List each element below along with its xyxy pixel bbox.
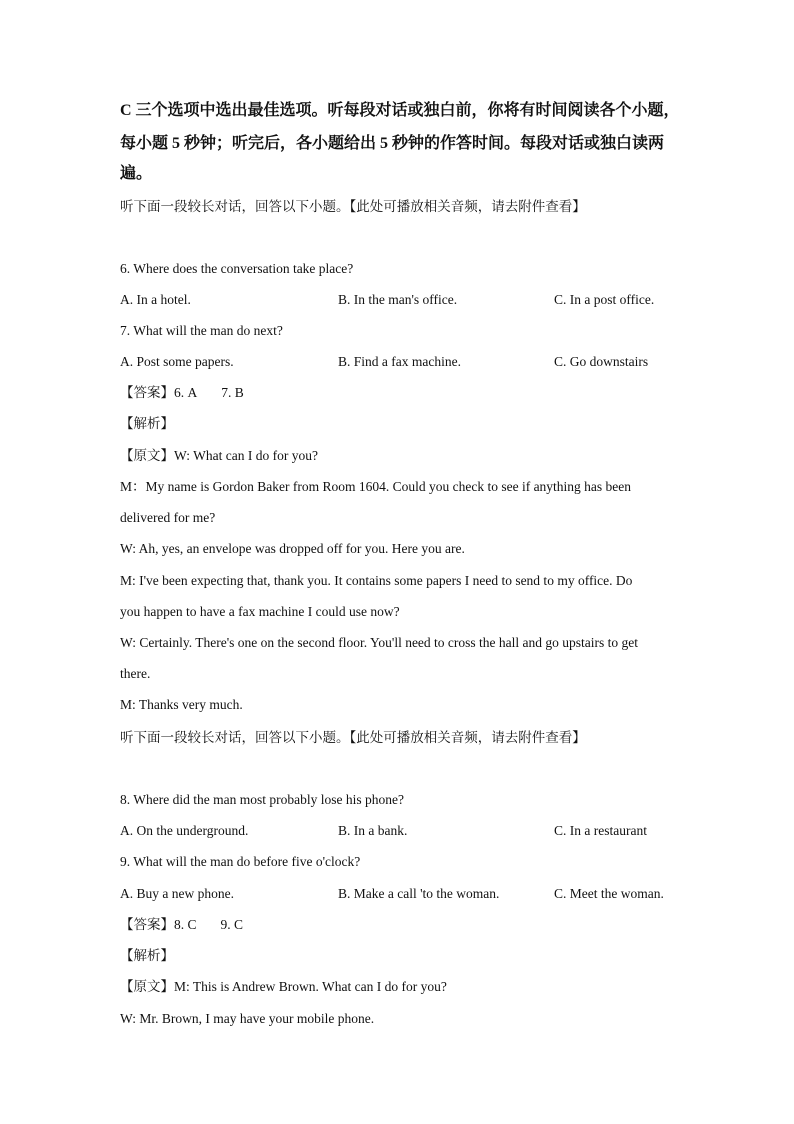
q8-option-b: B. In a bank.	[338, 823, 408, 838]
q6-option-b: B. In the man's office.	[338, 292, 458, 307]
q7-option-b: B. Find a fax machine.	[338, 354, 461, 369]
q8-option-a: A. On the underground.	[120, 823, 249, 838]
q8-option-c: C. In a restaurant	[554, 823, 647, 838]
transcript-1-line-5: M: I've been expecting that, thank you. It contains some papers I need to send to my office. Do	[120, 573, 633, 588]
analysis-label-2: 【解析】	[120, 948, 174, 963]
answer-second-1: 7. B	[221, 385, 244, 400]
question-7: 7. What will the man do next?	[120, 323, 283, 338]
audio-notice-1: 听下面一段较长对话，回答以下小题。【此处可播放相关音频，请去附件查看】	[120, 199, 586, 214]
q9-option-a: A. Buy a new phone.	[120, 886, 234, 901]
intro-line-3: 遍。	[120, 165, 153, 182]
transcript-1-line-8: there.	[120, 666, 151, 681]
transcript-1-line-1: 【原文】W: What can I do for you?	[120, 448, 318, 463]
transcript-1-line-4: W: Ah, yes, an envelope was dropped off for you. Here you are.	[120, 541, 465, 556]
answer-label-1: 【答案】6. A	[120, 385, 198, 400]
transcript-2-line-2: W: Mr. Brown, I may have your mobile phone.	[120, 1011, 375, 1026]
transcript-1-line-2: M：My name is Gordon Baker from Room 1604. Could you check to see if anything has been	[120, 479, 632, 494]
answer-line-2	[120, 916, 243, 934]
analysis-label-1: 【解析】	[120, 416, 174, 431]
q7-option-c: C. Go downstairs	[554, 354, 649, 369]
q9-option-c: C. Meet the woman.	[554, 886, 664, 901]
q6-option-c: C. In a post office.	[554, 292, 655, 307]
answer-line-1	[120, 384, 244, 402]
question-6: 6. Where does the conversation take place?	[120, 261, 354, 276]
audio-notice-2: 听下面一段较长对话，回答以下小题。【此处可播放相关音频，请去附件查看】	[120, 730, 586, 745]
intro-line-2: 每小题 5 秒钟；听完后，各小题给出 5 秒钟的作答时间。每段对话或独白读两	[120, 135, 665, 152]
transcript-1-line-9: M: Thanks very much.	[120, 697, 243, 712]
transcript-1-line-6: you happen to have a fax machine I could use now?	[120, 604, 400, 619]
q6-option-a: A. In a hotel.	[120, 292, 191, 307]
answer-label-2: 【答案】8. C	[120, 917, 197, 932]
intro-line-1: C 三个选项中选出最佳选项。听每段对话或独白前，你将有时间阅读各个小题，	[120, 102, 680, 119]
question-8: 8. Where did the man most probably lose his phone?	[120, 792, 404, 807]
q7-option-a: A. Post some papers.	[120, 354, 234, 369]
transcript-1-line-3: delivered for me?	[120, 510, 216, 525]
transcript-1-line-7: W: Certainly. There's one on the second floor. You'll need to cross the hall and go upstairs to get	[120, 635, 639, 650]
answer-second-2: 9. C	[220, 917, 244, 932]
q9-option-b: B. Make a call 'to the woman.	[338, 886, 500, 901]
question-9: 9. What will the man do before five o'clock?	[120, 854, 361, 869]
transcript-2-line-1: 【原文】M: This is Andrew Brown. What can I do for you?	[120, 979, 447, 994]
